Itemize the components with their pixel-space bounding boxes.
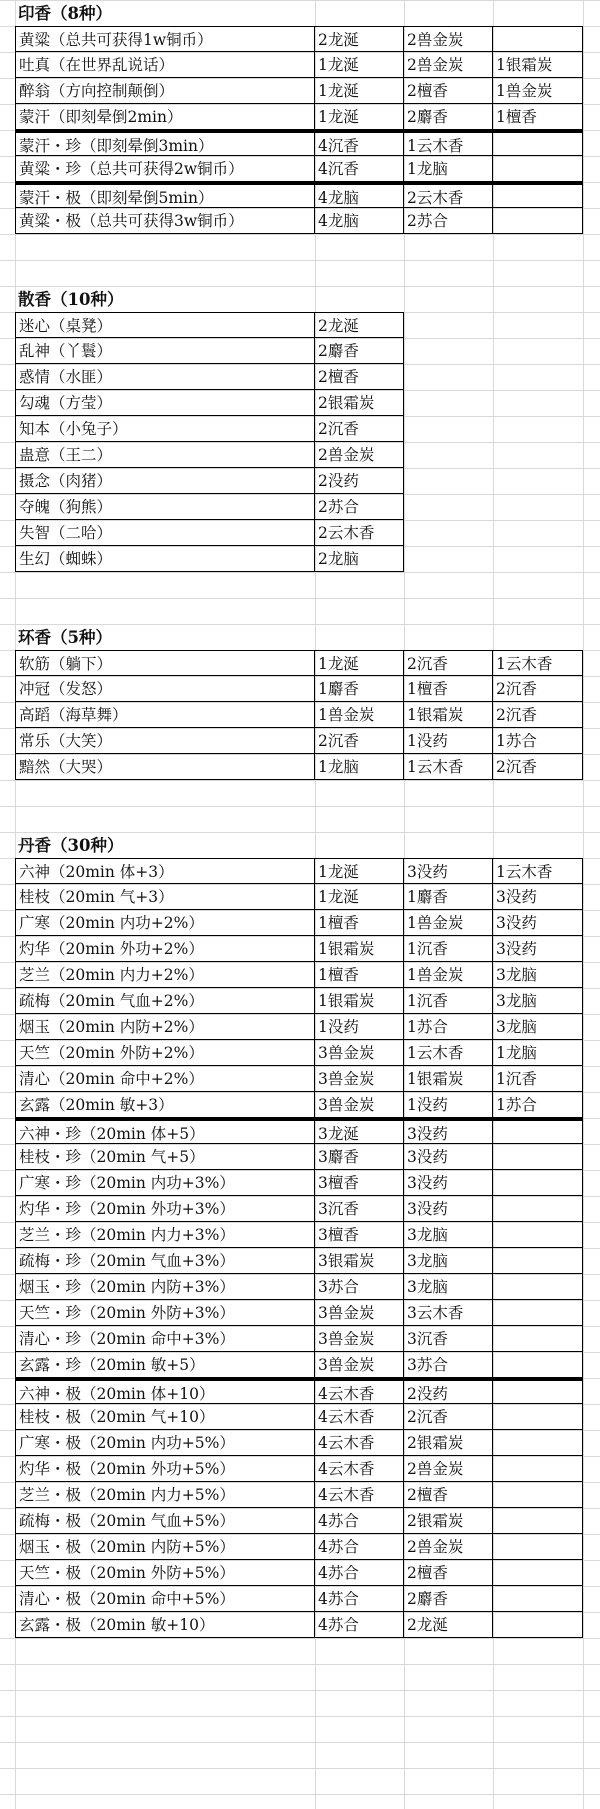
ingredient-cell[interactable]: 1麝香 (404, 884, 493, 910)
ingredient-cell[interactable]: 2苏合 (315, 494, 404, 520)
ingredient-cell[interactable]: 4云木香 (315, 1430, 404, 1456)
recipe-name-cell[interactable]: 玄露（20min 敏+3） (15, 1092, 315, 1118)
table-row (0, 1612, 600, 1638)
table-row (0, 1456, 600, 1482)
section-title: 印香（8种） (18, 4, 112, 23)
ingredient-cell[interactable] (493, 156, 583, 182)
ingredient-cell[interactable]: 2苏合 (404, 208, 493, 234)
ingredient-cell[interactable] (493, 182, 583, 208)
recipe-name-cell[interactable]: 烟玉（20min 内防+2%） (15, 1014, 315, 1040)
recipe-name-cell[interactable]: 蒙汗（即刻晕倒2min） (15, 104, 315, 130)
table-row (0, 182, 600, 208)
ingredient-cell[interactable]: 2麝香 (315, 338, 404, 364)
recipe-name-cell[interactable]: 芝兰（20min 内力+2%） (15, 962, 315, 988)
ingredient-cell[interactable]: 4苏合 (315, 1612, 404, 1638)
table-row (0, 494, 600, 520)
section-header-row (0, 832, 600, 858)
recipe-name-cell[interactable]: 玄露・珍（20min 敏+5） (15, 1352, 315, 1378)
recipe-name-cell[interactable]: 桂枝（20min 气+3） (15, 884, 315, 910)
table-row (0, 884, 600, 910)
ingredient-cell[interactable]: 1龙涎 (315, 858, 404, 884)
recipe-name-cell[interactable]: 蛊意（王二） (15, 442, 315, 468)
ingredient-cell[interactable]: 3兽金炭 (315, 1300, 404, 1326)
ingredient-cell[interactable]: 2沉香 (404, 1404, 493, 1430)
recipe-name-cell[interactable]: 高蹈（海草舞） (15, 702, 315, 728)
ingredient-cell[interactable]: 2檀香 (404, 78, 493, 104)
ingredient-cell[interactable]: 3沉香 (315, 1196, 404, 1222)
table-row (0, 1248, 600, 1274)
recipe-name-cell[interactable]: 乱神（丫鬟） (15, 338, 315, 364)
table-row (0, 130, 600, 156)
grid-row-line (0, 1690, 600, 1691)
ingredient-cell[interactable]: 1兽金炭 (404, 962, 493, 988)
ingredient-cell[interactable]: 2银霜炭 (315, 390, 404, 416)
recipe-name-cell[interactable]: 黄粱・极（总共可获得3w铜币） (15, 208, 315, 234)
recipe-name-cell[interactable]: 灼华（20min 外功+2%） (15, 936, 315, 962)
ingredient-cell[interactable]: 4云木香 (315, 1456, 404, 1482)
ingredient-cell[interactable] (493, 1482, 583, 1508)
recipe-name-cell[interactable]: 灼华・珍（20min 外功+3%） (15, 1196, 315, 1222)
table-row (0, 1482, 600, 1508)
ingredient-cell[interactable]: 4苏合 (315, 1534, 404, 1560)
ingredient-cell[interactable]: 4沉香 (315, 156, 404, 182)
table-row (0, 1430, 600, 1456)
ingredient-cell[interactable] (493, 1612, 583, 1638)
ingredient-cell[interactable] (493, 1456, 583, 1482)
recipe-name-cell[interactable]: 夺魄（狗熊） (15, 494, 315, 520)
recipe-name-cell[interactable]: 黯然（大哭） (15, 754, 315, 780)
table-row (0, 1014, 600, 1040)
recipe-name-cell[interactable]: 天竺・珍（20min 外防+3%） (15, 1300, 315, 1326)
ingredient-cell[interactable]: 2云木香 (315, 520, 404, 546)
recipe-name-cell[interactable]: 芝兰・珍（20min 内力+3%） (15, 1222, 315, 1248)
ingredient-cell[interactable]: 3龙涎 (315, 1118, 404, 1144)
ingredient-cell[interactable]: 1云木香 (404, 1040, 493, 1066)
table-row (0, 1404, 600, 1430)
ingredient-cell[interactable]: 1苏合 (404, 1014, 493, 1040)
ingredient-cell[interactable]: 1龙涎 (315, 78, 404, 104)
ingredient-cell[interactable]: 1檀香 (315, 910, 404, 936)
ingredient-cell[interactable]: 1龙脑 (315, 754, 404, 780)
ingredient-cell[interactable]: 1沉香 (493, 1066, 583, 1092)
ingredient-cell[interactable] (493, 1560, 583, 1586)
ingredient-cell[interactable]: 2兽金炭 (404, 52, 493, 78)
recipe-name-cell[interactable]: 六神・珍（20min 体+5） (15, 1118, 315, 1144)
table-row (0, 338, 600, 364)
table-row (0, 1300, 600, 1326)
table-row (0, 468, 600, 494)
recipe-name-cell[interactable]: 桂枝・珍（20min 气+5） (15, 1144, 315, 1170)
ingredient-cell[interactable]: 1龙脑 (404, 156, 493, 182)
section-header-row (0, 624, 600, 650)
ingredient-cell[interactable] (493, 1248, 583, 1274)
section-header-row (0, 0, 600, 26)
ingredient-cell[interactable]: 1云木香 (404, 130, 493, 156)
recipe-name-cell[interactable]: 清心・珍（20min 命中+3%） (15, 1326, 315, 1352)
ingredient-cell[interactable] (493, 1274, 583, 1300)
recipe-name-cell[interactable]: 玄露・极（20min 敏+10） (15, 1612, 315, 1638)
ingredient-cell[interactable]: 2檀香 (404, 1560, 493, 1586)
ingredient-cell[interactable]: 1龙涎 (315, 104, 404, 130)
ingredient-cell[interactable]: 1苏合 (493, 728, 583, 754)
table-row (0, 1092, 600, 1118)
grid-row-line (0, 780, 600, 781)
ingredient-cell[interactable]: 4苏合 (315, 1560, 404, 1586)
table-row (0, 728, 600, 754)
table-row (0, 650, 600, 676)
table-row (0, 702, 600, 728)
table-row (0, 208, 600, 234)
recipe-name-cell[interactable]: 软筋（躺下） (15, 650, 315, 676)
ingredient-cell[interactable]: 1没药 (404, 1092, 493, 1118)
ingredient-cell[interactable]: 2沉香 (493, 676, 583, 702)
ingredient-cell[interactable] (493, 130, 583, 156)
ingredient-cell[interactable] (493, 1352, 583, 1378)
recipe-name-cell[interactable]: 疏梅・珍（20min 气血+3%） (15, 1248, 315, 1274)
grid-row-line (0, 572, 600, 573)
ingredient-cell[interactable]: 1檀香 (493, 104, 583, 130)
ingredient-cell[interactable]: 2兽金炭 (404, 26, 493, 52)
ingredient-cell[interactable]: 3龙脑 (404, 1222, 493, 1248)
ingredient-cell[interactable]: 2檀香 (315, 364, 404, 390)
recipe-name-cell[interactable]: 广寒・极（20min 内功+5%） (15, 1430, 315, 1456)
recipe-name-cell[interactable]: 冲冠（发怒） (15, 676, 315, 702)
table-row (0, 1352, 600, 1378)
ingredient-cell[interactable]: 2没药 (404, 1378, 493, 1404)
recipe-name-cell[interactable]: 天竺・极（20min 外防+5%） (15, 1560, 315, 1586)
ingredient-cell[interactable]: 1龙脑 (493, 1040, 583, 1066)
ingredient-cell[interactable]: 2云木香 (404, 182, 493, 208)
table-row (0, 1534, 600, 1560)
ingredient-cell[interactable]: 2龙涎 (315, 312, 404, 338)
ingredient-cell[interactable]: 3沉香 (404, 1326, 493, 1352)
ingredient-cell[interactable] (493, 1404, 583, 1430)
table-row (0, 676, 600, 702)
ingredient-cell[interactable] (493, 1222, 583, 1248)
ingredient-cell[interactable]: 1云木香 (493, 858, 583, 884)
ingredient-cell[interactable]: 3龙脑 (404, 1248, 493, 1274)
section-title: 环香（5种） (18, 628, 112, 647)
ingredient-cell[interactable]: 3苏合 (404, 1352, 493, 1378)
recipe-name-cell[interactable]: 生幻（蜘蛛） (15, 546, 315, 572)
table-row (0, 1196, 600, 1222)
ingredient-cell[interactable]: 3龙脑 (493, 988, 583, 1014)
ingredient-cell[interactable]: 2兽金炭 (404, 1456, 493, 1482)
ingredient-cell[interactable]: 4苏合 (315, 1508, 404, 1534)
ingredient-cell[interactable]: 1没药 (404, 728, 493, 754)
recipe-name-cell[interactable]: 疏梅・极（20min 气血+5%） (15, 1508, 315, 1534)
ingredient-cell[interactable]: 2沉香 (404, 650, 493, 676)
table-row (0, 1118, 600, 1144)
ingredient-cell[interactable] (493, 1170, 583, 1196)
ingredient-cell[interactable] (493, 1300, 583, 1326)
ingredient-cell[interactable]: 2沉香 (315, 728, 404, 754)
section-header-row (0, 286, 600, 312)
grid-row-line (0, 1716, 600, 1717)
table-row (0, 1586, 600, 1612)
recipe-name-cell[interactable]: 摄念（肉猪） (15, 468, 315, 494)
ingredient-cell[interactable]: 2龙涎 (315, 26, 404, 52)
recipe-name-cell[interactable]: 知本（小兔子） (15, 416, 315, 442)
table-row (0, 1144, 600, 1170)
ingredient-cell[interactable]: 1檀香 (404, 676, 493, 702)
ingredient-cell[interactable]: 2麝香 (404, 104, 493, 130)
table-row (0, 910, 600, 936)
table-row (0, 78, 600, 104)
ingredient-cell[interactable]: 3没药 (404, 1118, 493, 1144)
ingredient-cell[interactable]: 2龙脑 (315, 546, 404, 572)
ingredient-cell[interactable]: 3兽金炭 (315, 1092, 404, 1118)
ingredient-cell[interactable]: 1檀香 (315, 962, 404, 988)
recipe-name-cell[interactable]: 勾魂（方莹） (15, 390, 315, 416)
ingredient-cell[interactable]: 1麝香 (315, 676, 404, 702)
recipe-name-cell[interactable]: 疏梅（20min 气血+2%） (15, 988, 315, 1014)
ingredient-cell[interactable]: 4云木香 (315, 1482, 404, 1508)
ingredient-cell[interactable] (493, 1144, 583, 1170)
table-row (0, 546, 600, 572)
table-row (0, 858, 600, 884)
table-row (0, 442, 600, 468)
ingredient-cell[interactable]: 1龙涎 (315, 52, 404, 78)
ingredient-cell[interactable]: 2沉香 (493, 702, 583, 728)
recipe-name-cell[interactable]: 烟玉・珍（20min 内防+3%） (15, 1274, 315, 1300)
ingredient-cell[interactable]: 1沉香 (404, 936, 493, 962)
ingredient-cell[interactable]: 1没药 (315, 1014, 404, 1040)
ingredient-cell[interactable] (493, 208, 583, 234)
ingredient-cell[interactable]: 3麝香 (315, 1144, 404, 1170)
recipe-name-cell[interactable]: 迷心（桌凳） (15, 312, 315, 338)
ingredient-cell[interactable]: 3没药 (404, 1196, 493, 1222)
table-row (0, 26, 600, 52)
ingredient-cell[interactable]: 3云木香 (404, 1300, 493, 1326)
ingredient-cell[interactable]: 1银霜炭 (404, 1066, 493, 1092)
table-row (0, 364, 600, 390)
ingredient-cell[interactable] (493, 1508, 583, 1534)
grid-row-line (0, 1768, 600, 1769)
ingredient-cell[interactable]: 3龙脑 (404, 1274, 493, 1300)
table-row (0, 1170, 600, 1196)
ingredient-cell[interactable]: 2兽金炭 (404, 1534, 493, 1560)
table-row (0, 52, 600, 78)
table-row (0, 520, 600, 546)
recipe-name-cell[interactable]: 芝兰・极（20min 内力+5%） (15, 1482, 315, 1508)
ingredient-cell[interactable]: 1银霜炭 (404, 702, 493, 728)
recipe-name-cell[interactable]: 常乐（大笑） (15, 728, 315, 754)
grid-row-line (0, 234, 600, 235)
ingredient-cell[interactable]: 4龙脑 (315, 208, 404, 234)
ingredient-cell[interactable]: 2沉香 (315, 416, 404, 442)
ingredient-cell[interactable]: 1云木香 (404, 754, 493, 780)
table-row (0, 104, 600, 130)
ingredient-cell[interactable]: 1苏合 (493, 1092, 583, 1118)
recipe-name-cell[interactable]: 清心・极（20min 命中+5%） (15, 1586, 315, 1612)
ingredient-cell[interactable]: 2檀香 (404, 1482, 493, 1508)
recipe-name-cell[interactable]: 蒙汗・极（即刻晕倒5min） (15, 182, 315, 208)
ingredient-cell[interactable]: 3没药 (493, 910, 583, 936)
grid-row-line (0, 598, 600, 599)
recipe-name-cell[interactable]: 六神（20min 体+3） (15, 858, 315, 884)
ingredient-cell[interactable]: 1云木香 (493, 650, 583, 676)
grid-row-line (0, 260, 600, 261)
recipe-name-cell[interactable]: 失智（二哈） (15, 520, 315, 546)
ingredient-cell[interactable]: 3兽金炭 (315, 1352, 404, 1378)
ingredient-cell[interactable]: 4云木香 (315, 1378, 404, 1404)
ingredient-cell[interactable]: 2兽金炭 (315, 442, 404, 468)
table-row (0, 936, 600, 962)
grid-row-line (0, 1742, 600, 1743)
table-row (0, 312, 600, 338)
ingredient-cell[interactable]: 1龙涎 (315, 884, 404, 910)
ingredient-cell[interactable]: 1兽金炭 (315, 702, 404, 728)
grid-row-line (0, 1664, 600, 1665)
recipe-name-cell[interactable]: 广寒・珍（20min 内功+3%） (15, 1170, 315, 1196)
table-row (0, 1274, 600, 1300)
ingredient-cell[interactable]: 4苏合 (315, 1586, 404, 1612)
ingredient-cell[interactable]: 1银霜炭 (493, 52, 583, 78)
ingredient-cell[interactable] (493, 1430, 583, 1456)
ingredient-cell[interactable] (493, 1118, 583, 1144)
ingredient-cell[interactable]: 3兽金炭 (315, 1326, 404, 1352)
recipe-name-cell[interactable]: 烟玉・极（20min 内防+5%） (15, 1534, 315, 1560)
table-row (0, 1508, 600, 1534)
ingredient-cell[interactable]: 4龙脑 (315, 182, 404, 208)
recipe-name-cell[interactable]: 吐真（在世界乱说话） (15, 52, 315, 78)
ingredient-cell[interactable]: 1银霜炭 (315, 936, 404, 962)
table-row (0, 1066, 600, 1092)
ingredient-cell[interactable]: 1龙涎 (315, 650, 404, 676)
ingredient-cell[interactable]: 2麝香 (404, 1586, 493, 1612)
table-row (0, 962, 600, 988)
ingredient-cell[interactable]: 2银霜炭 (404, 1508, 493, 1534)
ingredient-cell[interactable] (493, 26, 583, 52)
ingredient-cell[interactable]: 4沉香 (315, 130, 404, 156)
recipe-name-cell[interactable]: 灼华・极（20min 外功+5%） (15, 1456, 315, 1482)
ingredient-cell[interactable] (493, 1534, 583, 1560)
recipe-name-cell[interactable]: 黄粱・珍（总共可获得2w铜币） (15, 156, 315, 182)
ingredient-cell[interactable]: 3兽金炭 (315, 1066, 404, 1092)
table-row (0, 1222, 600, 1248)
recipe-name-cell[interactable]: 天竺（20min 外防+2%） (15, 1040, 315, 1066)
table-row (0, 416, 600, 442)
table-row (0, 1378, 600, 1404)
recipe-name-cell[interactable]: 黄粱（总共可获得1w铜币） (15, 26, 315, 52)
ingredient-cell[interactable]: 3没药 (404, 858, 493, 884)
table-row (0, 1326, 600, 1352)
ingredient-cell[interactable]: 3龙脑 (493, 962, 583, 988)
ingredient-cell[interactable]: 3龙脑 (493, 1014, 583, 1040)
ingredient-cell[interactable]: 2沉香 (493, 754, 583, 780)
ingredient-cell[interactable]: 4云木香 (315, 1404, 404, 1430)
section-title: 丹香（30种） (18, 836, 124, 855)
ingredient-cell[interactable]: 1沉香 (404, 988, 493, 1014)
recipe-name-cell[interactable]: 蒙汗・珍（即刻晕倒3min） (15, 130, 315, 156)
ingredient-cell[interactable]: 3没药 (404, 1170, 493, 1196)
ingredient-cell[interactable]: 3没药 (493, 884, 583, 910)
grid-row-line (0, 1794, 600, 1795)
ingredient-cell[interactable]: 3檀香 (315, 1170, 404, 1196)
ingredient-cell[interactable]: 2银霜炭 (404, 1430, 493, 1456)
ingredient-cell[interactable]: 1兽金炭 (404, 910, 493, 936)
ingredient-cell[interactable]: 3兽金炭 (315, 1040, 404, 1066)
ingredient-cell[interactable]: 3没药 (493, 936, 583, 962)
ingredient-cell[interactable]: 2没药 (315, 468, 404, 494)
recipe-name-cell[interactable]: 惑情（水匪） (15, 364, 315, 390)
recipe-name-cell[interactable]: 清心（20min 命中+2%） (15, 1066, 315, 1092)
ingredient-cell[interactable] (493, 1586, 583, 1612)
ingredient-cell[interactable]: 3没药 (404, 1144, 493, 1170)
ingredient-cell[interactable] (493, 1326, 583, 1352)
table-row (0, 390, 600, 416)
ingredient-cell[interactable]: 3苏合 (315, 1274, 404, 1300)
ingredient-cell[interactable] (493, 1378, 583, 1404)
recipe-name-cell[interactable]: 醉翁（方向控制颠倒） (15, 78, 315, 104)
table-row (0, 754, 600, 780)
ingredient-cell[interactable]: 3银霜炭 (315, 1248, 404, 1274)
table-row (0, 988, 600, 1014)
recipe-name-cell[interactable]: 广寒（20min 内功+2%） (15, 910, 315, 936)
grid-row-line (0, 1638, 600, 1639)
table-row (0, 1040, 600, 1066)
ingredient-cell[interactable]: 3檀香 (315, 1222, 404, 1248)
grid-row-line (0, 806, 600, 807)
ingredient-cell[interactable]: 1兽金炭 (493, 78, 583, 104)
ingredient-cell[interactable]: 1银霜炭 (315, 988, 404, 1014)
table-row (0, 156, 600, 182)
ingredient-cell[interactable] (493, 1196, 583, 1222)
section-title: 散香（10种） (18, 290, 124, 309)
ingredient-cell[interactable]: 2龙涎 (404, 1612, 493, 1638)
table-row (0, 1560, 600, 1586)
recipe-name-cell[interactable]: 桂枝・极（20min 气+10） (15, 1404, 315, 1430)
recipe-name-cell[interactable]: 六神・极（20min 体+10） (15, 1378, 315, 1404)
